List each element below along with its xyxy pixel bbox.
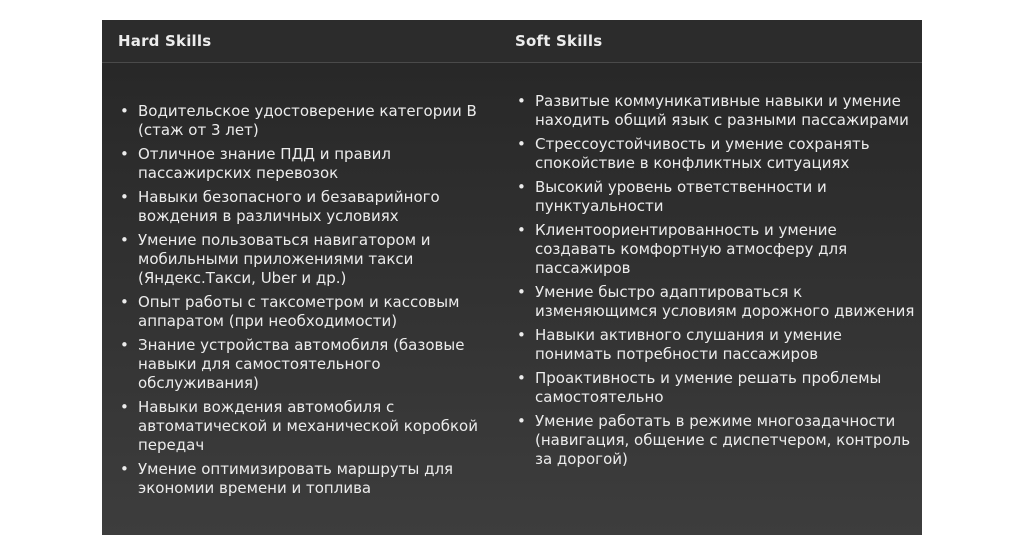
bullet-icon: • bbox=[517, 135, 526, 153]
bullet-icon: • bbox=[517, 221, 526, 239]
bullet-icon: • bbox=[517, 92, 526, 110]
bullet-icon: • bbox=[120, 188, 129, 206]
skill-text: Навыки безопасного и безаварийного вождения в различных условиях bbox=[138, 188, 440, 225]
bullet-icon: • bbox=[120, 102, 129, 120]
skill-text: Умение пользоваться навигатором и мобильными приложениями такси (Яндекс.Такси, Uber и др.) bbox=[138, 231, 431, 287]
soft-skill-item bbox=[515, 283, 915, 321]
hard-skill-item bbox=[118, 293, 498, 331]
hard-skill-item bbox=[118, 336, 498, 393]
soft-skill-item bbox=[515, 135, 915, 173]
skill-text: Навыки активного слушания и умение понимать потребности пассажиров bbox=[535, 326, 842, 363]
hard-skills-header: Hard Skills bbox=[118, 32, 212, 50]
hard-skill-item bbox=[118, 188, 498, 226]
soft-skill-item bbox=[515, 221, 915, 278]
skill-text: Знание устройства автомобиля (базовые навыки для самостоятельного обслуживания) bbox=[138, 336, 465, 392]
bullet-icon: • bbox=[517, 326, 526, 344]
bullet-icon: • bbox=[120, 145, 129, 163]
soft-skill-item bbox=[515, 412, 915, 469]
skill-text: Навыки вождения автомобиля с автоматической и механической коробкой передач bbox=[138, 398, 478, 454]
skill-text: Отличное знание ПДД и правил пассажирских перевозок bbox=[138, 145, 391, 182]
soft-skill-item bbox=[515, 326, 915, 364]
hard-skill-item bbox=[118, 231, 498, 288]
soft-skill-item bbox=[515, 178, 915, 216]
skill-text: Развитые коммуникативные навыки и умение находить общий язык с разными пассажирами bbox=[535, 92, 909, 129]
bullet-icon: • bbox=[120, 460, 129, 478]
skill-text: Умение оптимизировать маршруты для экономии времени и топлива bbox=[138, 460, 454, 497]
bullet-icon: • bbox=[517, 412, 526, 430]
skill-text: Умение быстро адаптироваться к изменяющимся условиям дорожного движения bbox=[535, 283, 915, 320]
hard-skill-item bbox=[118, 145, 498, 183]
skill-text: Высокий уровень ответственности и пунктуальности bbox=[535, 178, 827, 215]
soft-skills-header: Soft Skills bbox=[515, 32, 603, 50]
soft-skills-list bbox=[515, 92, 915, 474]
skill-text: Водительское удостоверение категории B (стаж от 3 лет) bbox=[138, 102, 477, 139]
skill-text: Клиентоориентированность и умение создавать комфортную атмосферу для пассажиров bbox=[535, 221, 848, 277]
hard-skill-item bbox=[118, 398, 498, 455]
soft-skill-item bbox=[515, 92, 915, 130]
bullet-icon: • bbox=[120, 398, 129, 416]
hard-skill-item bbox=[118, 460, 498, 498]
skill-text: Умение работать в режиме многозадачности (навигация, общение с диспетчером, контроль за дорогой) bbox=[535, 412, 911, 468]
hard-skill-item bbox=[118, 102, 498, 140]
bullet-icon: • bbox=[120, 336, 129, 354]
skills-table bbox=[102, 20, 922, 535]
bullet-icon: • bbox=[517, 283, 526, 301]
bullet-icon: • bbox=[517, 178, 526, 196]
skill-text: Опыт работы с таксометром и кассовым аппаратом (при необходимости) bbox=[138, 293, 460, 330]
hard-skills-list bbox=[118, 102, 498, 503]
bullet-icon: • bbox=[517, 369, 526, 387]
bullet-icon: • bbox=[120, 231, 129, 249]
table-header bbox=[102, 20, 922, 63]
skill-text: Стрессоустойчивость и умение сохранять спокойствие в конфликтных ситуациях bbox=[535, 135, 870, 172]
skill-text: Проактивность и умение решать проблемы самостоятельно bbox=[535, 369, 882, 406]
soft-skill-item bbox=[515, 369, 915, 407]
bullet-icon: • bbox=[120, 293, 129, 311]
